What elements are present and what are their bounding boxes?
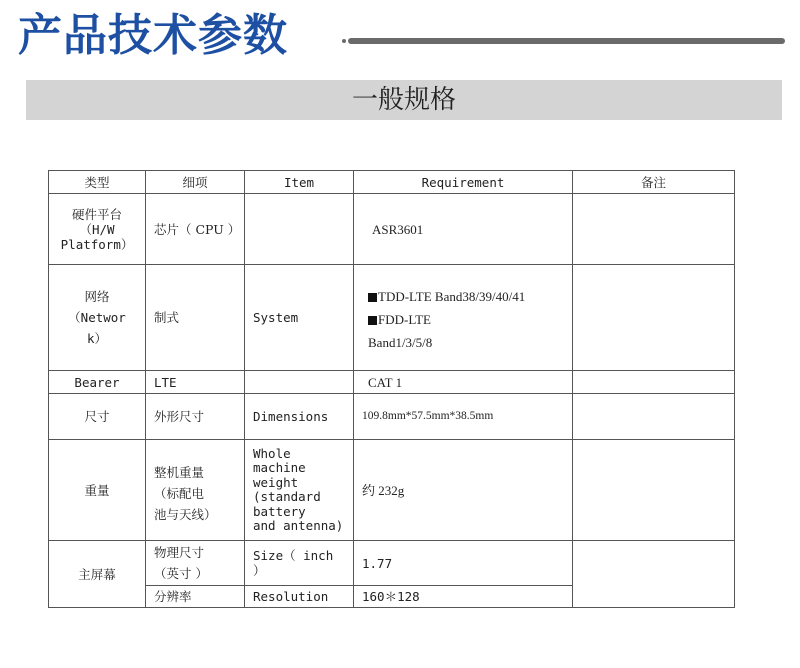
type-label-en: k） — [86, 331, 108, 346]
subitem-text: （英寸 ） — [154, 566, 208, 581]
type-label-en: Platform） — [60, 236, 134, 252]
type-cell — [49, 265, 146, 371]
table-row — [49, 541, 735, 586]
item-text: battery — [253, 503, 306, 519]
subitem-cell — [146, 440, 245, 541]
note-cell — [573, 371, 735, 394]
type-label-en: （H/W — [79, 221, 115, 237]
square-bullet-icon — [368, 316, 377, 325]
subitem-cell: 芯片（ CPU ） — [146, 194, 245, 265]
requirement-cell — [354, 265, 573, 371]
item-text: Whole — [253, 445, 291, 461]
item-cell — [245, 371, 354, 394]
table-row — [49, 440, 735, 541]
square-bullet-icon — [368, 293, 377, 302]
spec-table — [48, 170, 735, 608]
requirement-line — [368, 327, 564, 350]
table-row — [49, 394, 735, 440]
note-cell — [573, 194, 735, 265]
requirement-line — [368, 285, 564, 304]
item-text: weight — [253, 474, 299, 490]
type-cell: Bearer — [49, 371, 146, 394]
requirement-cell: CAT 1 — [354, 371, 573, 394]
title-divider-dot — [342, 39, 346, 43]
item-cell: Dimensions — [245, 394, 354, 440]
header-requirement: Requirement — [354, 171, 573, 194]
note-cell — [573, 394, 735, 440]
header-note: 备注 — [573, 171, 735, 194]
item-cell: Size（ inch ） — [245, 541, 354, 586]
subitem-text: 池与天线） — [154, 506, 217, 522]
type-cell: 尺寸 — [49, 394, 146, 440]
requirement-cell: 109.8mm*57.5mm*38.5mm — [354, 394, 573, 440]
subitem-cell — [146, 541, 245, 586]
requirement-text: TDD-LTE Band38/39/40/41 — [378, 289, 526, 304]
requirement-line — [368, 304, 564, 327]
header-subitem: 细项 — [146, 171, 245, 194]
item-cell — [245, 440, 354, 541]
subitem-cell: LTE — [146, 371, 245, 394]
page-title: 产品技术参数 — [18, 10, 288, 61]
table-row — [49, 371, 735, 394]
type-label-en: （Networ — [68, 310, 126, 325]
item-text: (standard — [253, 489, 321, 504]
subitem-text: 整机重量 — [154, 464, 205, 480]
type-label: 网络 — [84, 289, 110, 304]
note-cell — [573, 440, 735, 541]
subitem-text: （标配电 — [154, 485, 205, 501]
section-bar — [26, 80, 782, 120]
subitem-cell: 外形尺寸 — [146, 394, 245, 440]
header-type: 类型 — [49, 171, 146, 194]
type-cell: 重量 — [49, 440, 146, 541]
subitem-text: 物理尺寸 — [154, 545, 205, 560]
item-cell — [245, 194, 354, 265]
table-row — [49, 194, 735, 265]
item-text: machine — [253, 460, 306, 475]
item-cell: System — [245, 265, 354, 371]
requirement-cell: 约 232g — [354, 440, 573, 541]
table-header-row — [49, 171, 735, 194]
table-row — [49, 265, 735, 371]
item-cell: Resolution — [245, 586, 354, 608]
subitem-cell: 分辨率 — [146, 586, 245, 608]
item-text: and antenna) — [253, 518, 344, 533]
type-cell: 主屏幕 — [49, 541, 146, 608]
subitem-cell: 制式 — [146, 265, 245, 371]
title-divider — [348, 38, 785, 44]
type-label: 硬件平台 — [71, 206, 122, 222]
note-cell — [573, 265, 735, 371]
requirement-text: Band1/3/5/8 — [368, 335, 433, 350]
requirement-text: FDD-LTE — [378, 312, 431, 327]
type-cell — [49, 194, 146, 265]
header-item: Item — [245, 171, 354, 194]
requirement-cell: 160＊128 — [354, 586, 573, 608]
requirement-cell: ASR3601 — [354, 194, 573, 265]
note-cell — [573, 541, 735, 608]
requirement-cell: 1.77 — [354, 541, 573, 586]
section-title: 一般规格 — [351, 85, 456, 115]
